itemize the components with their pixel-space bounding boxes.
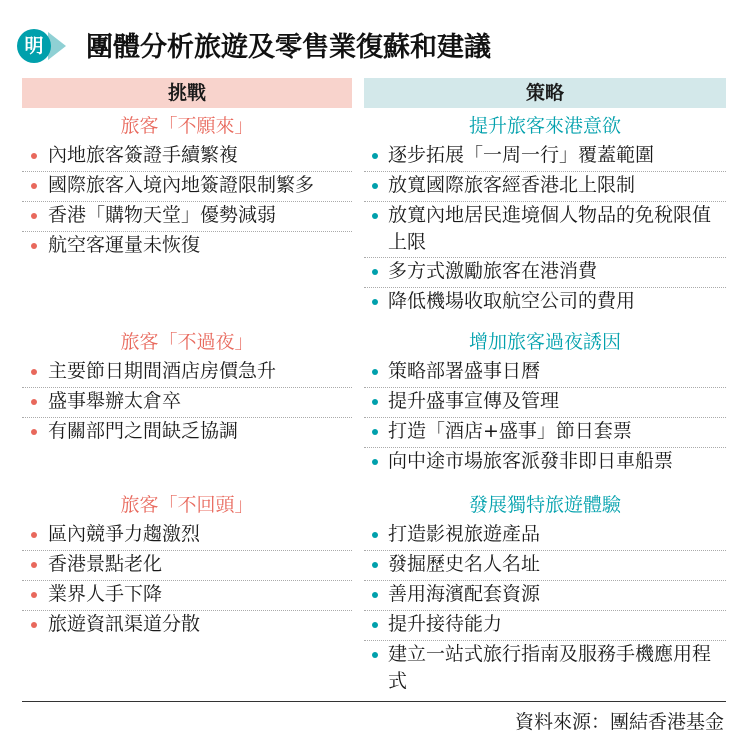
strategy-item: 逐步拓展「一周一行」覆蓋範圍: [364, 142, 726, 172]
bullet-icon: [31, 532, 37, 538]
bullet-icon: [31, 213, 37, 219]
logo: [14, 28, 68, 64]
challenge-item: 旅遊資訊渠道分散: [22, 611, 352, 641]
strategy-item: 提升盛事宣傳及管理: [364, 388, 726, 418]
column-header-challenges: 挑戰: [22, 78, 352, 108]
strategy-item: 降低機場收取航空公司的費用: [364, 288, 726, 318]
bullet-icon: [372, 562, 378, 568]
bullet-icon: [31, 243, 37, 249]
strategy-item: 放寬內地居民進境個人物品的免稅限值上限: [364, 202, 726, 258]
strategy-item: 發掘歷史名人名址: [364, 551, 726, 581]
challenge-item: 區內競爭力趨激烈: [22, 521, 352, 551]
challenge-section-title: 旅客「不願來」: [120, 115, 254, 137]
source-note: 資料來源：團結香港基金: [514, 711, 724, 733]
challenge-item: 國際旅客入境內地簽證限制繁多: [22, 172, 352, 202]
bullet-icon: [372, 153, 378, 159]
footer-divider: [22, 701, 726, 702]
strategy-item: 建立一站式旅行指南及服務手機應用程式: [364, 641, 726, 699]
challenge-item: 主要節日期間酒店房價急升: [22, 358, 352, 388]
challenge-section-title: 旅客「不回頭」: [120, 494, 254, 516]
challenge-item: 航空客運量未恢復: [22, 232, 352, 262]
bullet-icon: [31, 153, 37, 159]
strategy-item: 打造影視旅遊產品: [364, 521, 726, 551]
strategy-section-title: 發展獨特旅遊體驗: [468, 494, 621, 516]
bullet-icon: [31, 183, 37, 189]
bullet-icon: [31, 592, 37, 598]
challenge-item: 香港「購物天堂」優勢減弱: [22, 202, 352, 232]
bullet-icon: [372, 429, 378, 435]
bullet-icon: [31, 562, 37, 568]
strategy-section-title: 提升旅客來港意欲: [468, 115, 621, 137]
bullet-icon: [372, 299, 378, 305]
bullet-icon: [31, 622, 37, 628]
bullet-icon: [372, 213, 378, 219]
strategy-item: 放寬國際旅客經香港北上限制: [364, 172, 726, 202]
bullet-icon: [372, 652, 378, 658]
strategy-section-title: 增加旅客過夜誘因: [468, 331, 621, 353]
strategy-item: 善用海濱配套資源: [364, 581, 726, 611]
bullet-icon: [372, 269, 378, 275]
bullet-icon: [31, 429, 37, 435]
bullet-icon: [372, 622, 378, 628]
strategy-item: 打造「酒店+盛事」節日套票: [364, 418, 726, 448]
bullet-icon: [372, 459, 378, 465]
bullet-icon: [372, 592, 378, 598]
bullet-icon: [372, 369, 378, 375]
logo-text: 明: [24, 35, 44, 57]
challenge-item: 盛事舉辦太倉卒: [22, 388, 352, 418]
bullet-icon: [372, 399, 378, 405]
bullet-icon: [372, 532, 378, 538]
bullet-icon: [31, 369, 37, 375]
column-header-strategies: 策略: [364, 78, 726, 108]
challenge-item: 有關部門之間缺乏協調: [22, 418, 352, 448]
strategy-item: 提升接待能力: [364, 611, 726, 641]
challenge-item: 香港景點老化: [22, 551, 352, 581]
strategy-item: 策略部署盛事日曆: [364, 358, 726, 388]
bullet-icon: [372, 183, 378, 189]
challenge-section-title: 旅客「不過夜」: [120, 331, 254, 353]
challenge-item: 業界人手下降: [22, 581, 352, 611]
page-title: 團體分析旅遊及零售業復蘇和建議: [86, 32, 491, 63]
challenge-item: 內地旅客簽證手續繁複: [22, 142, 352, 172]
strategy-item: 向中途市場旅客派發非即日車船票: [364, 448, 726, 478]
strategy-item: 多方式激勵旅客在港消費: [364, 258, 726, 288]
bullet-icon: [31, 399, 37, 405]
